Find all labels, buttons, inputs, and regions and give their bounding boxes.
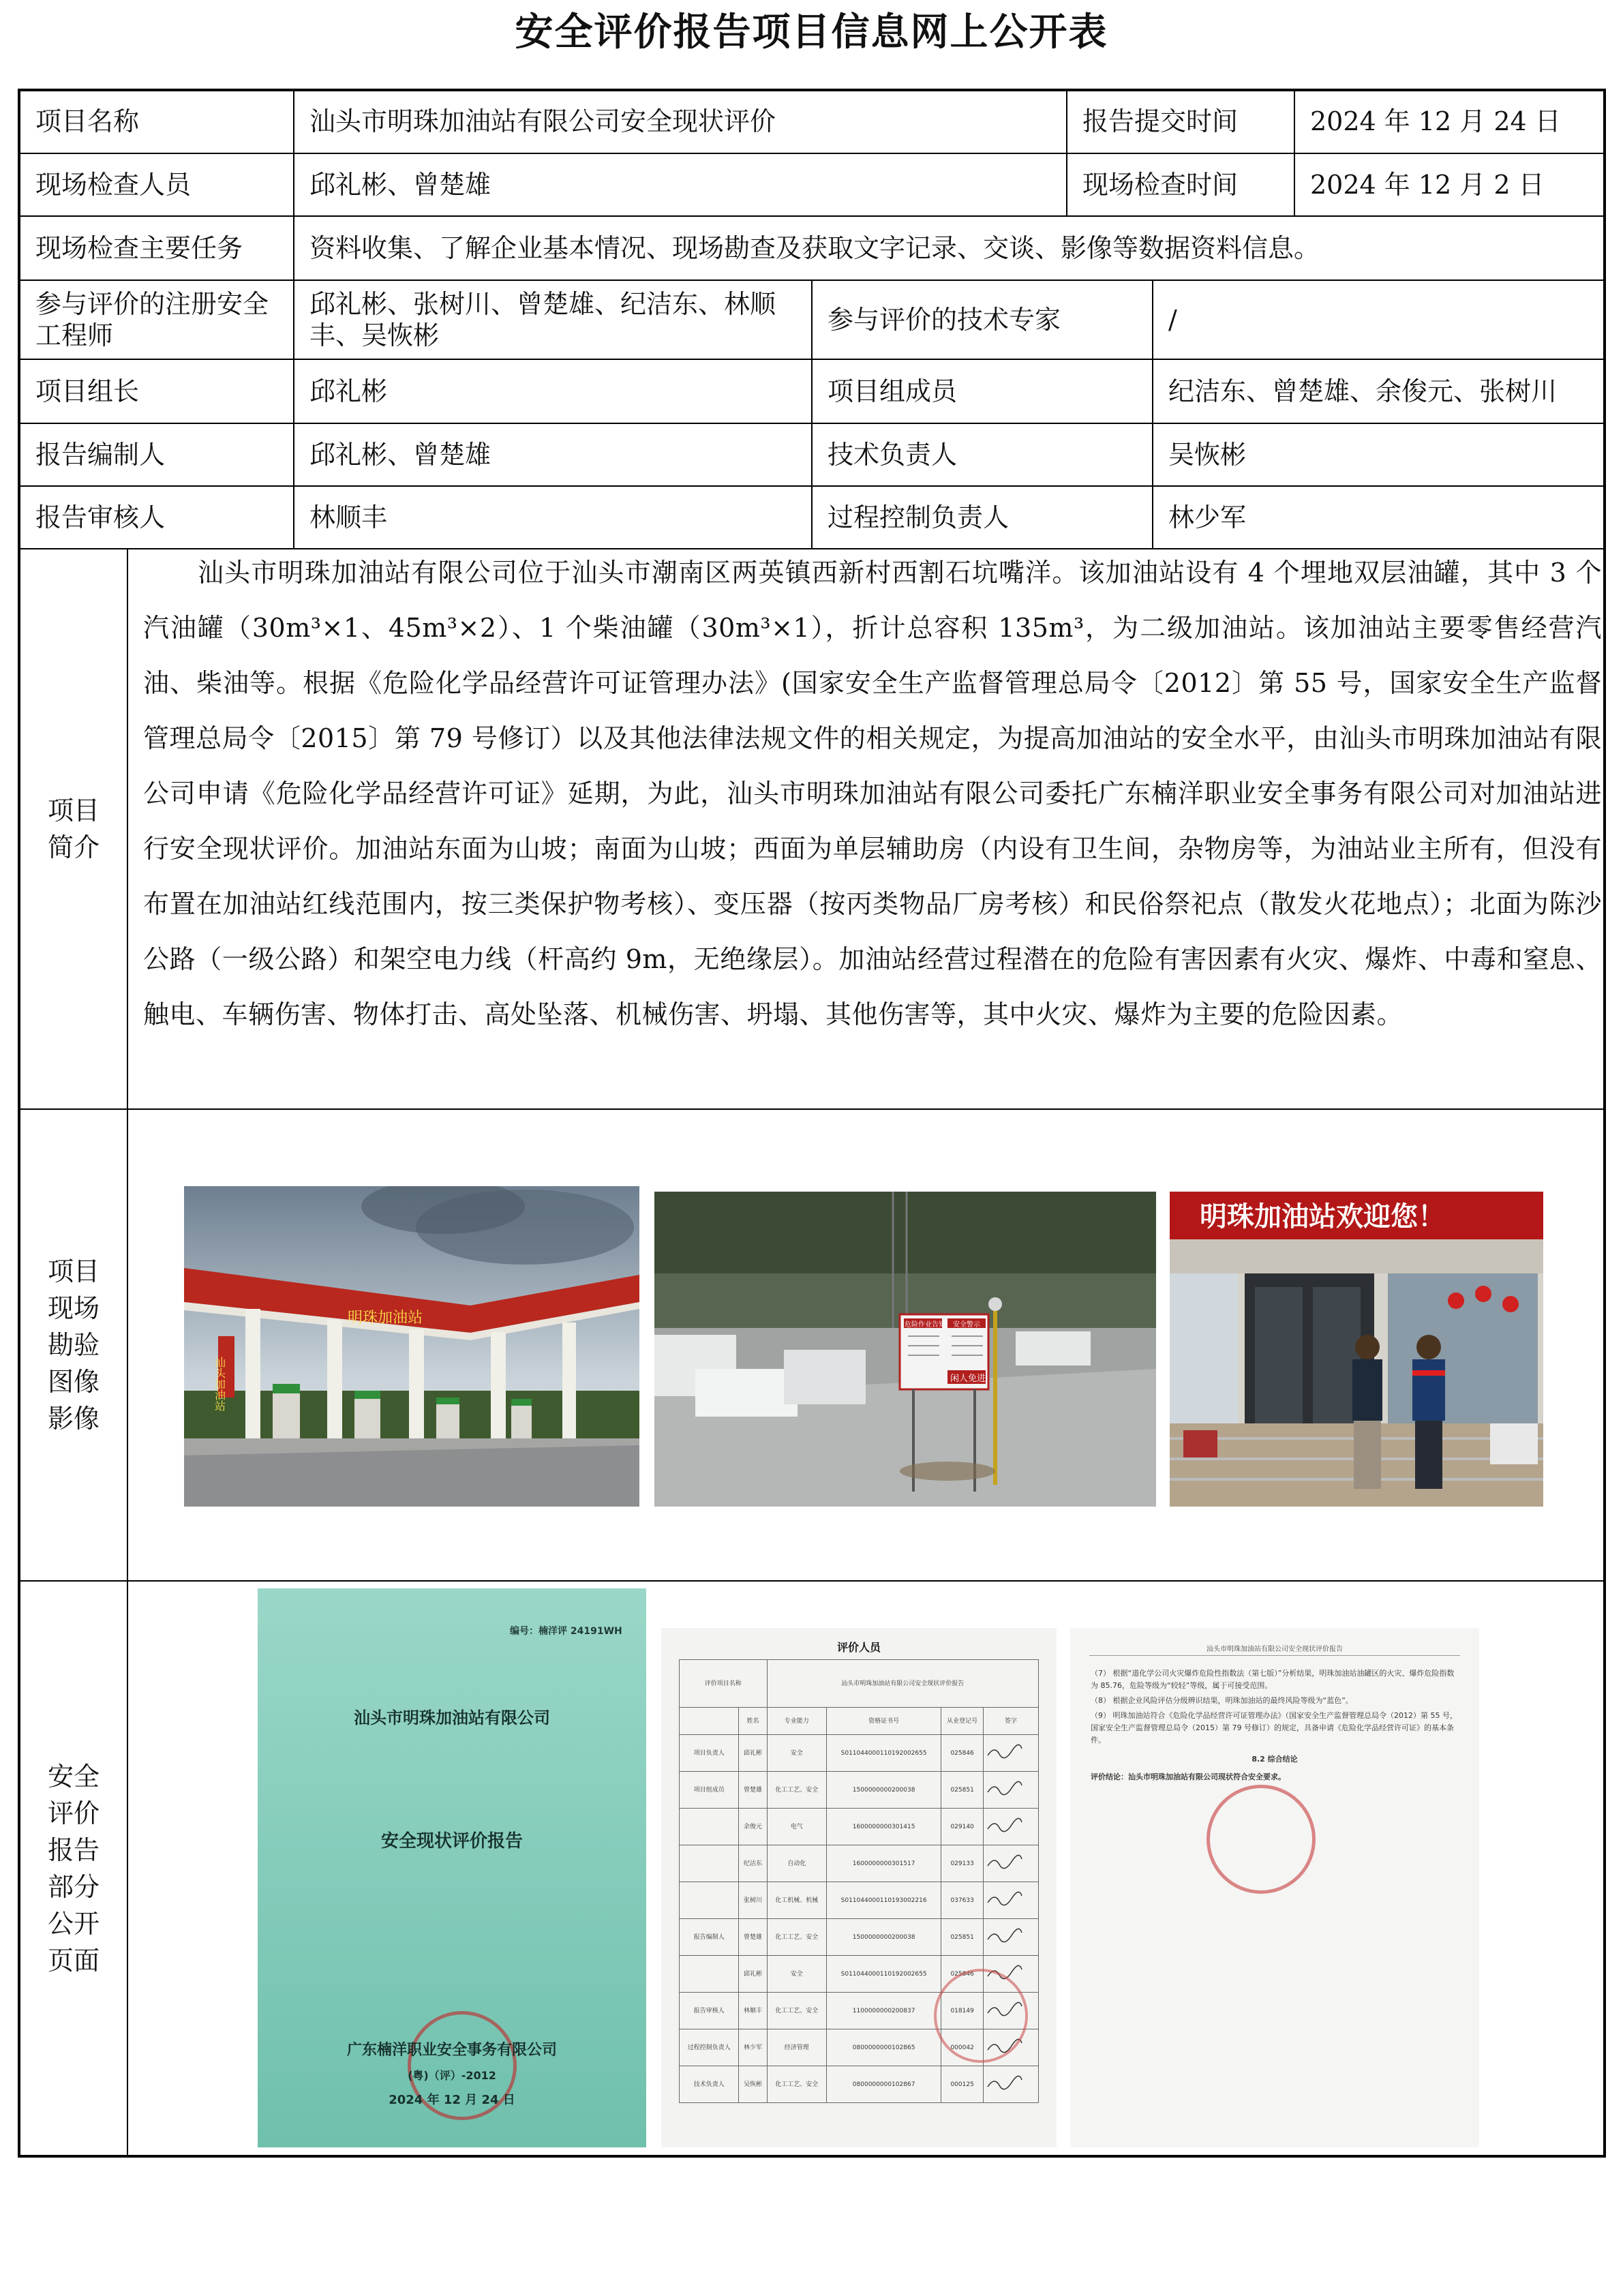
- conclusion-text: 评价结论：汕头市明珠加油站有限公司现状符合安全要求。: [1091, 1772, 1286, 1781]
- personnel-cell-name: 邱礼彬: [739, 1735, 767, 1772]
- label-photos: 项目现场勘验图像影像: [47, 1256, 100, 1434]
- label-submit-time: 报告提交时间: [1082, 106, 1239, 136]
- label-compiler: 报告编制人: [35, 440, 166, 470]
- personnel-header-cell: 签字: [983, 1708, 1038, 1735]
- conclusion-p9: （9） 明珠加油站符合《危险化学品经营许可证管理办法》（国家安全生产监督管理总局令（2012）第 55 号，国家安全生产监督管理总局令（2015）第 79 号修订）的规定，具备申请《危险化学品经营许可证》的基本条件。: [1091, 1711, 1457, 1744]
- personnel-cell-role: 报告编制人: [680, 1919, 739, 1956]
- personnel-cell-cert: S011044000110193002216: [826, 1882, 941, 1919]
- label-engineers: 参与评价的注册安全工程师: [35, 289, 269, 350]
- personnel-cell-role: 技术负责人: [680, 2066, 739, 2103]
- personnel-cell-cert: 1600000000301415: [826, 1809, 941, 1845]
- personnel-cell-reg: 037633: [941, 1882, 984, 1919]
- personnel-header-cell: 从业登记号: [941, 1708, 984, 1735]
- report-personnel-scan: [661, 1628, 1057, 2147]
- personnel-cell-role: [680, 1956, 739, 1993]
- personnel-cell-name: 邱礼彬: [739, 1956, 767, 1993]
- personnel-cell-cert: 1500000000200038: [826, 1772, 941, 1809]
- personnel-cell-reg: 025851: [941, 1772, 984, 1809]
- label-report-pages: 安全评价报告部分公开页面: [47, 1762, 100, 1976]
- label-members: 项目组成员: [828, 376, 958, 406]
- personnel-cell-role: 项目负责人: [680, 1735, 739, 1772]
- label-tech-lead: 技术负责人: [828, 440, 958, 470]
- label-leader: 项目组长: [35, 376, 140, 406]
- personnel-cell-major: 自动化: [767, 1845, 826, 1882]
- personnel-cell-role: [680, 1882, 739, 1919]
- personnel-row: [680, 1845, 1039, 1882]
- value-inspect-time: 2024 年 12 月 2 日: [1310, 170, 1545, 200]
- personnel-cell-cert: 1600000000301517: [826, 1845, 941, 1882]
- personnel-signature: [983, 1845, 1038, 1882]
- personnel-cell-role: [680, 1809, 739, 1845]
- personnel-cell-reg: 025851: [941, 1919, 984, 1956]
- warning-sign-b: 安全警示: [953, 1321, 980, 1329]
- personnel-cell-major: 化工工艺、安全: [767, 1772, 826, 1809]
- no-entry-sign: 闲人免进: [950, 1374, 986, 1384]
- value-leader: 邱礼彬: [309, 376, 388, 406]
- personnel-cell-major: 化工工艺、安全: [767, 1993, 826, 2029]
- label-process-ctrl: 过程控制负责人: [828, 502, 1010, 532]
- conclusion-p8: （8） 根据企业风险评估分级辨识结果，明珠加油站的最终风险等级为“蓝色”。: [1091, 1696, 1353, 1705]
- value-main-task: 资料收集、了解企业基本情况、现场勘查及获取文字记录、交谈、影像等数据资料信息。: [309, 233, 1320, 263]
- personnel-cell-major: 化工机械、机械: [767, 1882, 826, 1919]
- value-process-ctrl: 林少军: [1168, 502, 1247, 532]
- personnel-row: [680, 1882, 1039, 1919]
- personnel-header-cell: 专业能力: [767, 1708, 826, 1735]
- label-project-name: 项目名称: [35, 106, 140, 136]
- personnel-project-value: 汕头市明珠加油站有限公司安全现状评价报告: [767, 1660, 1038, 1708]
- cover-org: 广东楠洋职业安全事务有限公司: [346, 2042, 557, 2059]
- personnel-cell-reg: 025846: [941, 1735, 984, 1772]
- personnel-cell-major: 安全: [767, 1735, 826, 1772]
- personnel-cell-name: 张树川: [739, 1882, 767, 1919]
- cover-report-no: 编号：楠洋评 24191WH: [510, 1626, 622, 1637]
- value-submit-time: 2024 年 12 月 24 日: [1310, 106, 1561, 136]
- personnel-cell-major: 化工工艺、安全: [767, 2066, 826, 2103]
- personnel-project-label: 评价项目名称: [680, 1660, 768, 1708]
- welcome-banner: 明珠加油站欢迎您！: [1200, 1201, 1445, 1233]
- personnel-cell-reg: 029140: [941, 1809, 984, 1845]
- label-reviewer: 报告审核人: [35, 502, 166, 532]
- personnel-cell-reg: 000042: [941, 2029, 984, 2066]
- value-experts: /: [1168, 305, 1177, 335]
- value-compiler: 邱礼彬、曾楚雄: [309, 440, 491, 470]
- station-canopy-photo: [184, 1186, 639, 1507]
- personnel-cell-reg: 000125: [941, 2066, 984, 2103]
- personnel-cell-major: 经济管理: [767, 2029, 826, 2066]
- project-intro-text: 汕头市明珠加油站有限公司位于汕头市潮南区两英镇西新村西割石坑嘴洋。该加油站设有 4 个埋地双层油罐，其中 3 个汽油罐（30m³×1、45m³×2）、1 个柴油罐（30m³×1），折计总容积 135m³，为二级加油站。该加油站主要零售经营汽油、柴油等。根据《危险化学品经营许可证管理办法》(国家安全生产监督管理总局令〔2012〕第 55 号，国家安全生产监督管理总局令〔2015〕第 79 号修订）以及其他法律法规文件的相关规定，为提高加油站的安全水平，由汕头市明珠加油站有限公司申请《危险化学品经营许可证》延期，为此，汕头市明珠加油站有限公司委托广东楠洋职业安全事务有限公司对加油站进行安全现状评价。加油站东面为山坡；南面为山坡；西面为单层辅助房（内设有卫生间，杂物房等，为油站业主所有，但没有布置在加油站红线范围内，按三类保护物考核）、变压器（按丙类物品厂房考核）和民俗祭祀点（散发火花地点）；北面为陈沙公路（一级公路）和架空电力线（杆高约 9m，无绝缘层）。加油站经营过程潜在的危险有害因素有火灾、爆炸、中毒和窒息、触电、车辆伤害、物体打击、高处坠落、机械伤害、坍塌、其他伤害等，其中火灾、爆炸为主要的危险因素。: [143, 558, 1602, 1029]
- cover-org-code: (粤)（评）-2012: [408, 2069, 496, 2082]
- personnel-cell-cert: 1500000000200038: [826, 1919, 941, 1956]
- conclusion-seal: [1207, 1785, 1316, 1894]
- value-engineers: 邱礼彬、张树川、曾楚雄、纪洁东、林顺丰、吴恢彬: [309, 289, 776, 350]
- personnel-header-cell: 资格证书号: [826, 1708, 941, 1735]
- report-cover-scan: [258, 1588, 646, 2147]
- personnel-cell-name: 纪洁东: [739, 1845, 767, 1882]
- personnel-signature: [983, 1772, 1038, 1809]
- personnel-cell-name: 曾楚雄: [739, 1919, 767, 1956]
- personnel-cell-name: 曾楚雄: [739, 1772, 767, 1809]
- personnel-cell-name: 余俊元: [739, 1809, 767, 1845]
- personnel-cell-cert: S011044000110192002655: [826, 1956, 941, 1993]
- personnel-cell-role: 报告审核人: [680, 1993, 739, 2029]
- personnel-cell-reg: 029133: [941, 1845, 984, 1882]
- personnel-cell-reg: 018149: [941, 1993, 984, 2029]
- label-inspectors: 现场检查人员: [35, 170, 192, 200]
- personnel-cell-name: 吴恢彬: [739, 2066, 767, 2103]
- station-sign-label: 汕头加油站: [213, 1357, 226, 1411]
- personnel-cell-major: 化工工艺、安全: [767, 1919, 826, 1956]
- personnel-cell-role: [680, 1845, 739, 1882]
- personnel-signature: [983, 1735, 1038, 1772]
- personnel-cell-cert: 0800000000102865: [826, 2029, 941, 2066]
- cover-date: 2024 年 12 月 24 日: [389, 2093, 515, 2107]
- personnel-cell-reg: 025846: [941, 1956, 984, 1993]
- conclusion-section: 8.2 综合结论: [1252, 1755, 1298, 1764]
- personnel-row: [680, 1772, 1039, 1809]
- warning-sign-a: 危险作业告知: [905, 1321, 945, 1329]
- personnel-cell-cert: 1100000000200837: [826, 1993, 941, 2029]
- personnel-cell-cert: 0800000000102867: [826, 2066, 941, 2103]
- personnel-row: [680, 2066, 1039, 2103]
- value-members: 纪洁东、曾楚雄、余俊元、张树川: [1168, 376, 1558, 406]
- report-conclusion-scan: [1070, 1628, 1479, 2147]
- value-inspectors: 邱礼彬、曾楚雄: [309, 170, 491, 200]
- personnel-header-cell: 姓名: [739, 1708, 767, 1735]
- value-project-name: 汕头市明珠加油站有限公司安全现状评价: [309, 106, 776, 136]
- label-inspect-time: 现场检查时间: [1082, 170, 1239, 200]
- personnel-heading: 评价人员: [836, 1641, 881, 1654]
- label-main-task: 现场检查主要任务: [35, 233, 243, 263]
- personnel-row: [680, 1735, 1039, 1772]
- personnel-cell-major: 电气: [767, 1809, 826, 1845]
- conclusion-p7: （7） 根据“道化学公司火灾爆炸危险性指数法（第七版）”分析结果，明珠加油站油罐区的火灾、爆炸危险指数为 85.76，危险等级为“较轻”等级，属于可接受范围。: [1091, 1669, 1455, 1690]
- canopy-label: 明珠加油站: [348, 1310, 423, 1327]
- value-reviewer: 林顺丰: [309, 502, 388, 532]
- personnel-row: [680, 1809, 1039, 1845]
- personnel-header-cell: [680, 1708, 739, 1735]
- personnel-signature: [983, 1919, 1038, 1956]
- personnel-seal: [934, 1969, 1028, 2063]
- personnel-cell-major: 安全: [767, 1956, 826, 1993]
- cover-report-title: 安全现状评价报告: [380, 1831, 523, 1852]
- personnel-row: [680, 1919, 1039, 1956]
- label-intro: 项目简介: [47, 796, 100, 862]
- value-tech-lead: 吴恢彬: [1168, 440, 1247, 470]
- personnel-signature: [983, 1882, 1038, 1919]
- station-entrance-photo: [1170, 1192, 1543, 1507]
- tank-area-photo: [654, 1192, 1156, 1507]
- personnel-signature: [983, 2066, 1038, 2103]
- personnel-cell-name: 林少军: [739, 2029, 767, 2066]
- conclusion-header: 汕头市明珠加油站有限公司安全现状评价报告: [1207, 1646, 1343, 1653]
- personnel-cell-name: 林顺丰: [739, 1993, 767, 2029]
- page-title: 安全评价报告项目信息网上公开表: [515, 10, 1108, 55]
- personnel-cell-cert: S011044000110192002655: [826, 1735, 941, 1772]
- cover-company: 汕头市明珠加油站有限公司: [354, 1708, 550, 1727]
- label-experts: 参与评价的技术专家: [828, 305, 1061, 335]
- personnel-cell-role: 过程控制负责人: [680, 2029, 739, 2066]
- personnel-cell-role: 项目组成员: [680, 1772, 739, 1809]
- personnel-signature: [983, 1809, 1038, 1845]
